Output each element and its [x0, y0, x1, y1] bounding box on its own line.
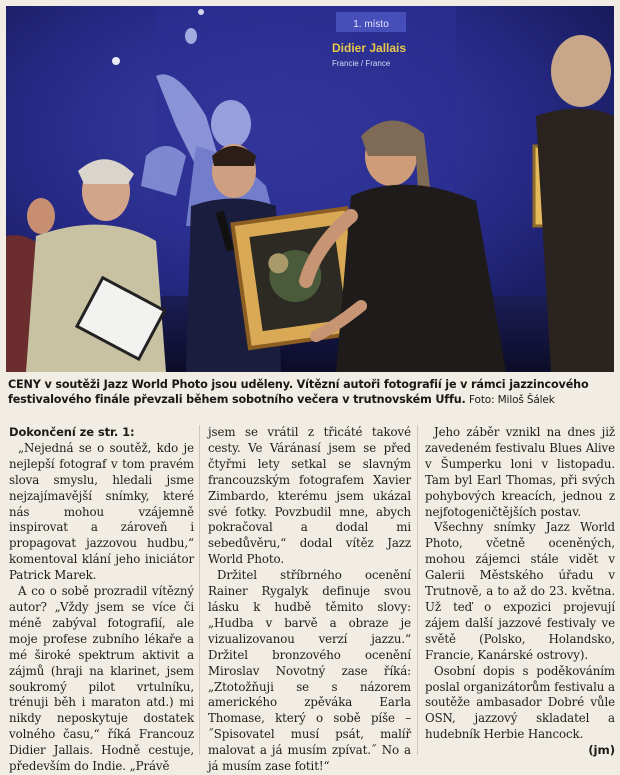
article-paragraph: A co o sobě prozradil vítězný autor? „Vždy jsem se více či méně zabýval fotografií, ale moje profese zubního lékaře a mé široké spektrum aktivit a zájmů (hraji na klarinet, jsem soukromý pilot vrtulníku, trénuji běh i maraton atd.) mi nikdy neposkytuje dostatek volného času,“ říká Francouz Didier Jallais. Hodně cestuje, především do Indie. „Právě	[9, 584, 194, 774]
screen-rank-label: 1. místo	[353, 19, 389, 30]
column-divider	[199, 425, 200, 755]
article-paragraph: „Nejedná se o soutěž, kdo je nejlepší fotograf v tom pravém slova smyslu, hledali jsme nejzajímavější snímky, které nás mohou vzájemně inspirovat a zároveň i propagovat jazzovou hudbu,“ komentoval klání jeho iniciátor Patrick Marek.	[9, 440, 194, 583]
article-paragraph: Držitel stříbrného ocenění Rainer Rygalyk definuje svou lásku k hudbě těmito slovy: „Hudba v barvě a obraze je vizualizovanou verzí jazzu.“ Držitel bronzového ocenění Miroslav Novotný zase říká: „Ztotožňuji se s názorem amerického zpěváka Earla Thomase, který o sobě píše – ˝Spisovatel musí psát, malíř malovat a já musím zpívat.˝ No a já musím zase fotit!“	[208, 568, 411, 774]
photo-credit: Foto: Miloš Šálek	[469, 394, 555, 406]
column-divider	[417, 425, 418, 755]
article-column-1	[9, 425, 194, 774]
article-paragraph: Jeho záběr vznikl na dnes již zavedeném festivalu Blues Alive v Šumperku loni v listopadu. Tam byl Earl Thomas, při svých pohybových kreacích, jednou z nejfotogeničtějších postav.	[425, 425, 615, 519]
photo-caption	[8, 377, 612, 408]
article-column-2	[208, 425, 411, 774]
caption-lead: CENY v soutěži Jazz World Photo jsou uděleny. Vítězní autoři fotografií je v rámci jazzincového festivalového finále převzali během sobotního večera v trutnovském Uffu.	[8, 378, 589, 406]
article-paragraph: jsem se vrátil z třicáté takové cesty. Ve Váránasí jsem se před čtyřmi lety setkal se slavným francouzským fotografem Xavier Zimbardo, kterému jsem ukázal své fotky. Povzbudil mne, abych pokračoval a dodal mi sebedůvěru,“ dodal vítěz Jazz World Photo.	[208, 425, 411, 567]
continuation-lead-in: Dokončení ze str. 1:	[9, 425, 135, 439]
award-ceremony-photo	[6, 6, 614, 372]
author-signature: (jm)	[588, 743, 615, 758]
article-column-3	[425, 425, 615, 760]
screen-name-label: Didier Jallais	[332, 41, 407, 55]
article-paragraph: Osobní dopis s poděkováním poslal organizátorům festivalu a soutěže ambasador Dobré vůle OSN, jazzový skladatel a hudebník Herbie Hancock.	[425, 663, 615, 742]
article-paragraph: Všechny snímky Jazz World Photo, včetně oceněných, mohou zájemci stále vidět v Galerii Městského úřadu v Trutnově, a to až do 23. května. Už teď o expozici projevují zájem další jazzové festivaly ve světě (Polsko, Holandsko, Francie, Kanárské ostrovy).	[425, 520, 615, 662]
screen-country-label: Francie / France	[332, 59, 391, 68]
